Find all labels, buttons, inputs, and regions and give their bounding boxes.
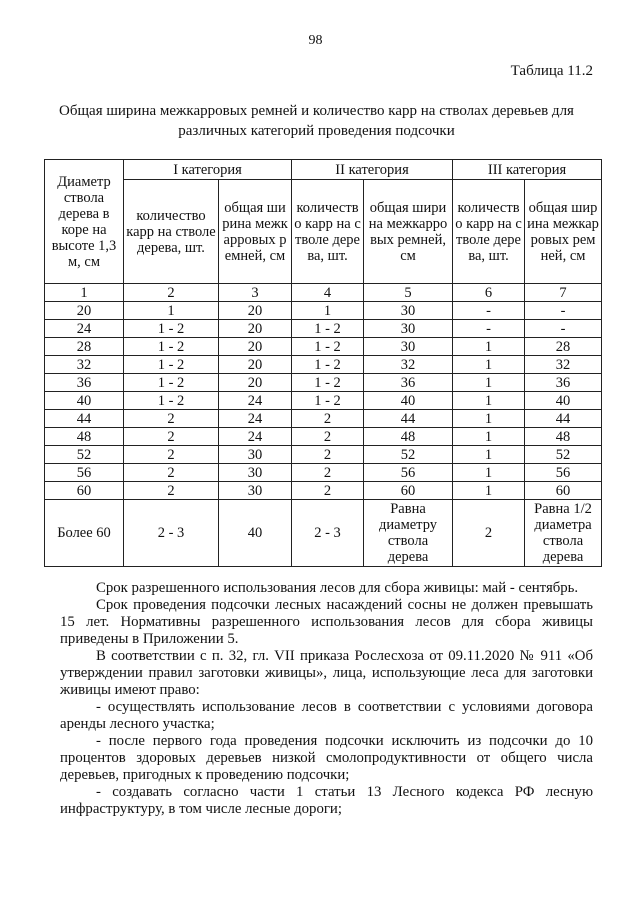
table-cell: - <box>453 302 525 320</box>
table-row <box>45 356 602 374</box>
table-row <box>45 338 602 356</box>
table-cell: 36 <box>45 374 124 392</box>
table-cell: 48 <box>45 428 124 446</box>
table-row <box>45 374 602 392</box>
table-cell: 1 <box>453 410 525 428</box>
table-cell: 1 - 2 <box>292 320 364 338</box>
table-cell: 30 <box>219 482 292 500</box>
body-text <box>60 580 593 818</box>
table-row <box>45 500 602 567</box>
table-cell: 56 <box>45 464 124 482</box>
table-cell: - <box>525 302 602 320</box>
table-cell: 60 <box>45 482 124 500</box>
table-cell: 36 <box>525 374 602 392</box>
table-cell: 1 - 2 <box>292 356 364 374</box>
column-number: 3 <box>219 284 292 302</box>
table-cell: 28 <box>45 338 124 356</box>
table-cell: 2 <box>124 464 219 482</box>
table-cell: 24 <box>219 392 292 410</box>
table-cell: 2 - 3 <box>124 500 219 567</box>
table-cell: 40 <box>45 392 124 410</box>
table-cell: 52 <box>364 446 453 464</box>
column-number: 7 <box>525 284 602 302</box>
table-cell: 2 <box>453 500 525 567</box>
category-2-header: II категория <box>292 160 453 180</box>
table-cell: 1 - 2 <box>292 338 364 356</box>
subheader-cell: общая ширина межкарровых ремней, см <box>219 180 292 284</box>
column-number-row <box>45 284 602 302</box>
table-row <box>45 428 602 446</box>
table-cell: 20 <box>219 374 292 392</box>
table-cell: 20 <box>219 338 292 356</box>
subheader-cell: количество карр на стволе дерева, шт. <box>453 180 525 284</box>
table-cell: 1 - 2 <box>124 392 219 410</box>
table-cell: 20 <box>219 320 292 338</box>
table-cell: 36 <box>364 374 453 392</box>
page-number: 98 <box>308 33 323 48</box>
table-cell: Равна диаметру ствола дерева <box>364 500 453 567</box>
table-cell: 40 <box>219 500 292 567</box>
column-number: 2 <box>124 284 219 302</box>
table-cell: 44 <box>525 410 602 428</box>
table-cell: 2 <box>124 446 219 464</box>
table-cell: 30 <box>219 464 292 482</box>
subheader-cell: количество карр на стволе дерева, шт. <box>292 180 364 284</box>
table-cell: 2 <box>124 428 219 446</box>
table-cell: 44 <box>45 410 124 428</box>
table-cell: 1 <box>453 464 525 482</box>
table-cell: 1 - 2 <box>124 374 219 392</box>
table-cell: 2 <box>124 482 219 500</box>
table-row <box>45 320 602 338</box>
table-cell: 52 <box>525 446 602 464</box>
table-cell: 60 <box>364 482 453 500</box>
table-cell: 32 <box>45 356 124 374</box>
category-header-row <box>45 160 602 180</box>
table-cell: 30 <box>364 338 453 356</box>
paragraph: - осуществлять использование лесов в соответствии с условиями договора аренды лесного участка; <box>60 699 593 732</box>
subheader-cell: общая ширина межкарровых ремней, см <box>525 180 602 284</box>
table-cell: 30 <box>364 302 453 320</box>
table-cell: 1 - 2 <box>292 392 364 410</box>
table-row <box>45 464 602 482</box>
table-cell: 1 <box>453 482 525 500</box>
column-number: 5 <box>364 284 453 302</box>
table-cell: 1 <box>453 428 525 446</box>
table-cell: 1 <box>453 392 525 410</box>
paragraph: В соответствии с п. 32, гл. VII приказа Рослесхоза от 09.11.2020 № 911 «Об утверждении правил заготовки живицы», лица, использующие леса для заготовки живицы имеют право: <box>60 648 593 698</box>
data-table <box>44 159 602 567</box>
table-cell: 48 <box>525 428 602 446</box>
table-cell: 30 <box>219 446 292 464</box>
table-cell: 60 <box>525 482 602 500</box>
table-cell: 1 - 2 <box>124 320 219 338</box>
table-cell: 24 <box>45 320 124 338</box>
table-cell: 1 - 2 <box>124 338 219 356</box>
table-cell: 56 <box>525 464 602 482</box>
table-cell: 40 <box>364 392 453 410</box>
table-cell: 2 <box>292 482 364 500</box>
table-cell: 2 <box>124 410 219 428</box>
table-cell: 2 <box>292 410 364 428</box>
table-cell: 24 <box>219 428 292 446</box>
column-number: 1 <box>45 284 124 302</box>
category-1-header: I категория <box>124 160 292 180</box>
table-cell: 20 <box>219 302 292 320</box>
table-cell: 28 <box>525 338 602 356</box>
table-cell: 1 <box>124 302 219 320</box>
table-row <box>45 302 602 320</box>
table-cell: 20 <box>219 356 292 374</box>
column-number: 4 <box>292 284 364 302</box>
paragraph: - после первого года проведения подсочки исключить из подсочки до 10 процентов здоровых деревьев низкой смолопродуктивности от общего числа деревьев, пригодных к проведению подсочки; <box>60 733 593 783</box>
table-cell: 2 <box>292 428 364 446</box>
table-cell: 48 <box>364 428 453 446</box>
table-cell: 32 <box>525 356 602 374</box>
table-cell: 1 <box>292 302 364 320</box>
table-cell: 1 - 2 <box>292 374 364 392</box>
table-row <box>45 410 602 428</box>
table-cell: 24 <box>219 410 292 428</box>
paragraph: - создавать согласно части 1 статьи 13 Лесного кодекса РФ лесную инфраструктуру, в том числе лесные дороги; <box>60 784 593 817</box>
table-cell: 30 <box>364 320 453 338</box>
table-cell: 44 <box>364 410 453 428</box>
subheader-cell: общая ширина межкарровых ремней, см <box>364 180 453 284</box>
table-cell: 1 - 2 <box>124 356 219 374</box>
table-caption: Общая ширина межкарровых ремней и количество карр на стволах деревьев для различных категорий проведения подсочки <box>59 103 574 139</box>
table-cell: 2 <box>292 464 364 482</box>
table-cell: Равна 1/2 диаметра ствола дерева <box>525 500 602 567</box>
table-cell: 40 <box>525 392 602 410</box>
table-cell: 32 <box>364 356 453 374</box>
table-cell: Более 60 <box>45 500 124 567</box>
table-cell: 1 <box>453 374 525 392</box>
table-label: Таблица 11.2 <box>510 63 593 79</box>
paragraph: Срок разрешенного использования лесов для сбора живицы: май - сентябрь. <box>96 580 579 596</box>
table-cell: 1 <box>453 356 525 374</box>
table-row <box>45 446 602 464</box>
table-row <box>45 482 602 500</box>
column-number: 6 <box>453 284 525 302</box>
table-cell: 56 <box>364 464 453 482</box>
table-cell: 1 <box>453 446 525 464</box>
paragraph: Срок проведения подсочки лесных насаждений сосны не должен превышать 15 лет. Нормативны разрешенного использования лесов для сбора живицы приведены в Приложении 5. <box>60 597 593 647</box>
subheader-cell: количество карр на стволе дерева, шт. <box>124 180 219 284</box>
table-cell: 2 - 3 <box>292 500 364 567</box>
diameter-header: Диаметр ствола дерева в коре на высоте 1,3 м, см <box>45 160 124 284</box>
table-cell: 1 <box>453 338 525 356</box>
table-cell: 20 <box>45 302 124 320</box>
subheader-row <box>45 180 602 284</box>
table-cell: 52 <box>45 446 124 464</box>
table-cell: - <box>453 320 525 338</box>
table-cell: - <box>525 320 602 338</box>
category-3-header: III категория <box>453 160 602 180</box>
table-cell: 2 <box>292 446 364 464</box>
table-row <box>45 392 602 410</box>
